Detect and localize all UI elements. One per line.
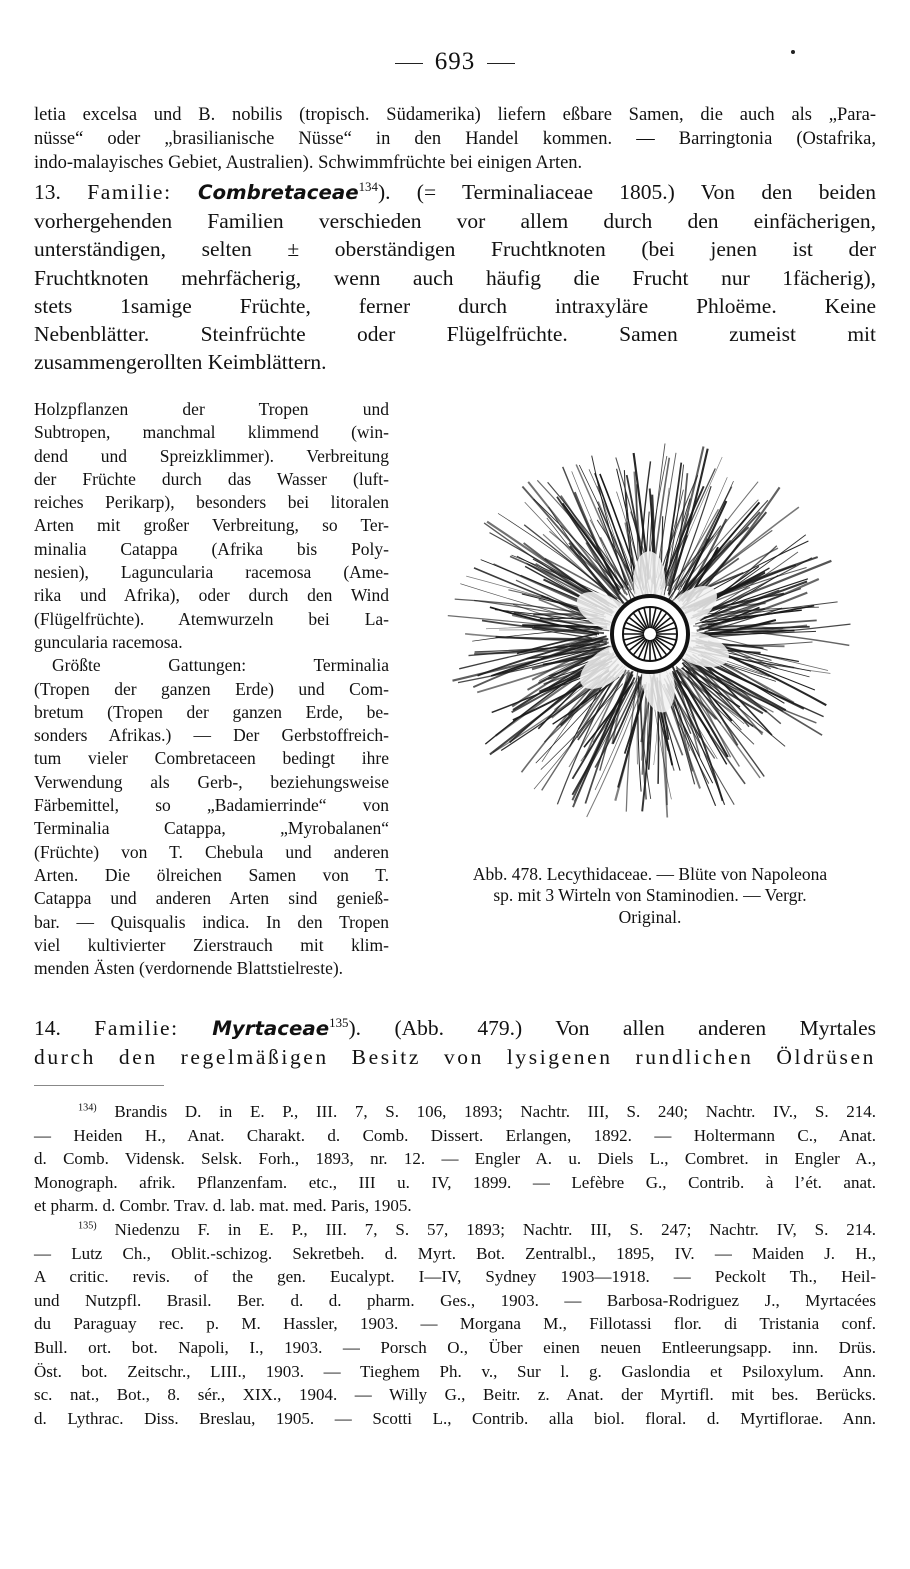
- family-label: Familie:: [87, 180, 172, 204]
- text-line: nüsse“ oder „brasilianische Nüsse“ in den Handel kommen. — Barringtonia (Ostafrika,: [34, 128, 876, 149]
- family-number: 14.: [34, 1016, 61, 1040]
- text-line: unterständigen, selten ± oberständigen Fruchtknoten (bei jenen ist der: [34, 237, 876, 262]
- text-line: Nebenblätter. Steinfrüchte oder Flügelfrüchte. Samen zumeist mit: [34, 322, 876, 347]
- text-line: Holzpflanzen der Tropen und: [34, 399, 389, 419]
- text-line: indo-malayisches Gebiet, Australien). Schwimmfrüchte bei einigen Arten.: [34, 152, 583, 173]
- text-line: vorhergehenden Familien verschieden vor allem durch den einfächerigen,: [34, 209, 876, 234]
- footnote-marker: 134): [78, 1102, 97, 1114]
- text-line: Größte Gattungen: Terminalia: [52, 655, 389, 676]
- text-line: bretum (Tropen der ganzen Erde, be-: [34, 701, 389, 722]
- dash-left: [395, 63, 423, 64]
- footnote-line: sc. nat., Bot., 8. sér., XIX., 1904. — Willy G., Beitr. z. Anat. der Myrtifl. mit bes. Berücks.: [34, 1385, 876, 1405]
- text-line: durch den regelmäßigen Besitz von lysigenen rundlichen Öldrüsen: [34, 1045, 876, 1070]
- family-14-paragraph: [34, 1014, 876, 1071]
- footnote-line: du Paraguay rec. p. M. Hassler, 1903. — Morgana M., Fillotassi flor. di Tristania conf.: [34, 1314, 876, 1334]
- footnote-line: Öst. bot. Zeitschr., LIII., 1903. — Tieghem Ph. v., Sur l. g. Gaslondia et Psiloxylum. Ann.: [34, 1361, 876, 1381]
- text-line: reiches Perikarp), besonders bei litoralen: [34, 492, 389, 513]
- print-mark: [791, 50, 795, 54]
- family-13-paragraph: [34, 178, 876, 376]
- text-line: nesien), Laguncularia racemosa (Ame-: [34, 562, 389, 583]
- footnote-ref: 134: [358, 179, 378, 194]
- footnote-135-line: $^{135)}$ Niedenzu F. in E. P., III. 7, S. 57, 1893; Nachtr. III, S. 247; Nachtr. IV, S. 214.: [78, 1219, 877, 1239]
- flower-illustration-icon: [418, 412, 883, 852]
- footnote-marker: 135): [78, 1220, 97, 1232]
- text-line: Subtropen, manchmal klimmend (win-: [34, 422, 389, 443]
- text-line: der Früchte durch das Wasser (luft-: [34, 468, 389, 489]
- footnote-line: — Lutz Ch., Oblit.-schizog. Sekretbeh. d. Myrt. Bot. Zentralbl., 1895, IV. — Maiden J. H.,: [34, 1243, 876, 1263]
- footnote-ref: 135: [329, 1015, 349, 1030]
- page-number: 693: [0, 48, 910, 76]
- text-line: dend und Spreizklimmer). Verbreitung: [34, 445, 389, 466]
- figure-caption: [420, 864, 880, 928]
- text-line: viel kultivierter Zierstrauch mit klim-: [34, 934, 389, 955]
- text-line: sonders Afrikas.) — Der Gerbstoffreich-: [34, 725, 389, 746]
- text-line: tum vieler Combretaceen bedingt ihre: [34, 748, 389, 769]
- intro-paragraph: [34, 104, 876, 175]
- footnotes: [34, 1100, 876, 1430]
- family-14-heading-line: [34, 1014, 876, 1043]
- flower-illustration: [418, 412, 883, 852]
- footnote-divider: [34, 1085, 164, 1086]
- text-line: Terminalia Catappa, „Myrobalanen“: [34, 818, 389, 839]
- text-line: guncularia racemosa.: [34, 631, 183, 652]
- caption-line: Original.: [618, 906, 682, 927]
- text-line: menden Ästen (verdornende Blattstielreste).: [34, 958, 344, 979]
- footnote-134-line: $^{134)}$ Brandis D. in E. P., III. 7, S. 106, 1893; Nachtr. III, S. 240; Nachtr. IV., S. 214.: [78, 1102, 876, 1121]
- footnote-line: et pharm. d. Combr. Trav. d. lab. mat. med. Paris, 1905.: [34, 1196, 412, 1216]
- text-line: (Früchte) von T. Chebula und anderen: [34, 841, 389, 862]
- family-label: Familie:: [94, 1016, 179, 1040]
- footnote-line: d. Lythrac. Diss. Breslau, 1905. — Scotti L., Contrib. alla biol. floral. d. Myrtiflorae. Ann.: [34, 1408, 876, 1428]
- text-line: Arten. Die ölreichen Samen von T.: [34, 864, 389, 885]
- combretaceae-description: [34, 398, 389, 980]
- text-line: zusammengerollten Keimblättern.: [34, 350, 327, 375]
- footnote-line: A critic. revis. of the gen. Eucalypt. I—IV, Sydney 1903—1918. — Peckolt Th., Heil-: [34, 1267, 876, 1287]
- family-number: 13.: [34, 180, 61, 204]
- text-line: Arten mit großer Verbreitung, so Ter-: [34, 515, 389, 536]
- text-line: ). (= Terminaliaceae 1805.) Von den beiden: [377, 180, 876, 204]
- footnote-line: — Heiden H., Anat. Charakt. d. Comb. Dissert. Erlangen, 1892. — Holtermann C., Anat.: [34, 1125, 876, 1145]
- text-line: stets 1samige Früchte, ferner durch intraxyläre Phloëme. Keine: [34, 293, 876, 318]
- text-line: Färbemittel, so „Badamierrinde“ von: [34, 795, 389, 816]
- caption-line: sp. mit 3 Wirteln von Staminodien. — Vergr.: [493, 885, 807, 906]
- footnote-line: Bull. ort. bot. Napoli, I., 1903. — Porsch O., Über einen neuen Entleerungsapp. inn. Drüs.: [34, 1337, 876, 1357]
- family-name: Combretaceae: [197, 181, 359, 204]
- text-line: ). (Abb. 479.) Von allen anderen Myrtales: [348, 1016, 876, 1040]
- caption-line: Abb. 478. Lecythidaceae. — Blüte von Napoleona: [472, 864, 828, 884]
- text-line: (Tropen der ganzen Erde) und Com-: [34, 678, 389, 699]
- text-line: Verwendung als Gerb-, beziehungsweise: [34, 771, 389, 792]
- text-line: Fruchtknoten mehrfächerig, wenn auch häufig die Frucht nur 1fächerig),: [34, 265, 876, 290]
- family-13-heading-line: [34, 178, 876, 207]
- text-line: minalia Catappa (Afrika bis Poly-: [34, 538, 389, 559]
- text-line: (Flügelfrüchte). Atemwurzeln bei La-: [34, 608, 389, 629]
- footnote-line: d. Comb. Vidensk. Selsk. Forh., 1893, nr. 12. — Engler A. u. Diels L., Combret. in Engler A.,: [34, 1149, 876, 1169]
- family-name: Myrtaceae: [212, 1017, 330, 1040]
- text-line: letia excelsa und B. nobilis (tropisch. Südamerika) liefern eßbare Samen, die auch als „Para-: [34, 105, 876, 125]
- footnote-line: Monograph. afrik. Pflanzenfam. etc., III u. IV, 1899. — Lefèbre G., Contrib. à l’ét. anat.: [34, 1172, 876, 1192]
- footnote-line: und Nutzpfl. Brasil. Ber. d. d. pharm. Ges., 1903. — Barbosa-Rodriguez J., Myrtacées: [34, 1290, 876, 1310]
- text-line: bar. — Quisqualis indica. In den Tropen: [34, 911, 389, 932]
- dash-right: [487, 63, 515, 64]
- text-line: Catappa und anderen Arten sind genieß-: [34, 888, 389, 909]
- text-line: rika und Afrika), oder durch den Wind: [34, 585, 389, 606]
